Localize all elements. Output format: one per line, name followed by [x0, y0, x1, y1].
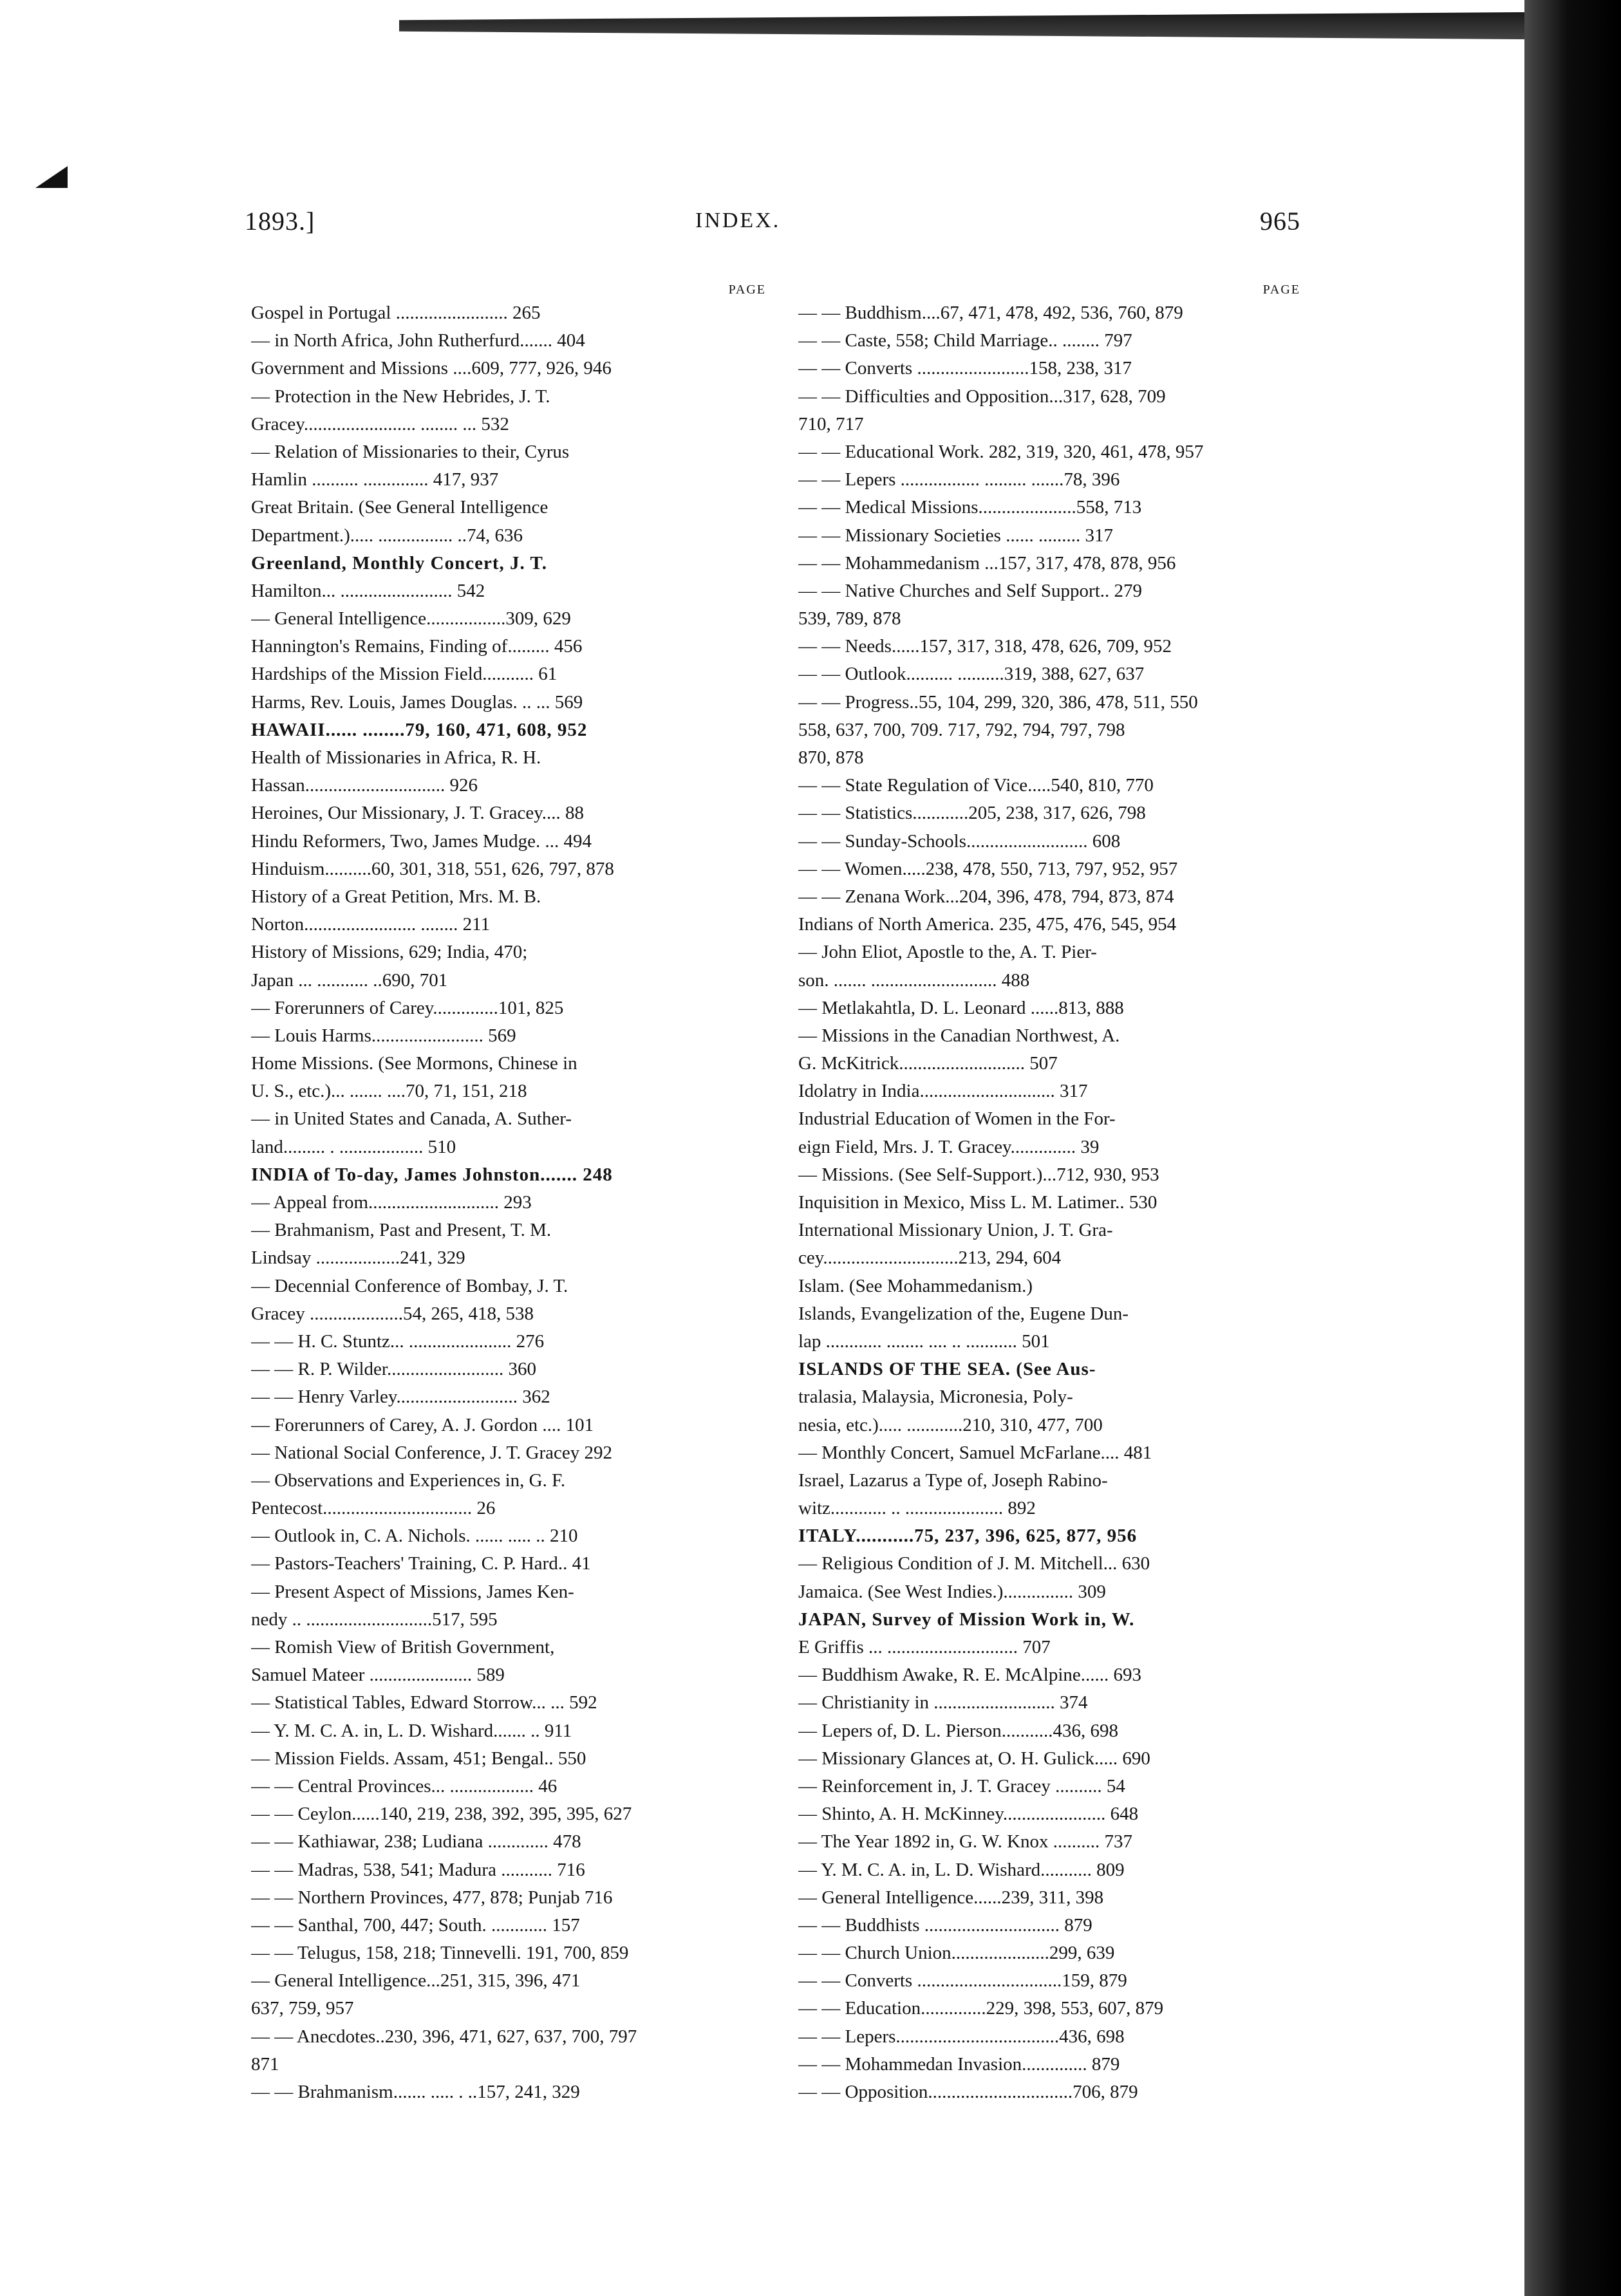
index-entry: — Louis Harms........................ 569 [251, 1025, 516, 1046]
index-entry: — Metlakahtla, D. L. Leonard ......813, 888 [798, 997, 1124, 1018]
running-head-page-number: 965 [1260, 207, 1300, 236]
index-entry: Pentecost................................ 26 [251, 1498, 496, 1519]
index-entry: — The Year 1892 in, G. W. Knox .......... 737 [798, 1831, 1133, 1853]
index-entry: — — Women.....238, 478, 550, 713, 797, 952, 957 [798, 858, 1178, 879]
index-entry: Jamaica. (See West Indies.)............... 309 [798, 1581, 1106, 1602]
index-entry: — — Education..............229, 398, 553, 607, 879 [798, 1998, 1164, 2019]
index-entry: tralasia, Malaysia, Micronesia, Poly- [798, 1386, 1073, 1408]
scan-shadow-right [1524, 0, 1621, 2296]
index-entry: — — Kathiawar, 238; Ludiana ............. 478 [251, 1831, 581, 1853]
index-entry: — — H. C. Stuntz... ...................... 276 [251, 1330, 545, 1352]
index-entry: Hinduism..........60, 301, 318, 551, 626, 797, 878 [251, 858, 614, 879]
index-entry: — — Madras, 538, 541; Madura ........... 716 [251, 1859, 585, 1880]
index-entry: 871 [251, 2053, 279, 2075]
index-entry: — — Ceylon......140, 219, 238, 392, 395, 395, 627 [251, 1804, 632, 1825]
index-entry: Indians of North America. 235, 475, 476, 545, 954 [798, 914, 1177, 935]
index-entry: Hamlin .......... .............. 417, 937 [251, 469, 499, 490]
index-entry: U. S., etc.)... ....... ....70, 71, 151, 218 [251, 1081, 527, 1102]
index-entry: E Griffis ... ............................ 707 [798, 1637, 1051, 1657]
index-entry: — — Caste, 558; Child Marriage.. ........ 797 [798, 330, 1132, 351]
index-entry: — Decennial Conference of Bombay, J. T. [251, 1275, 568, 1296]
index-entry: — — State Regulation of Vice.....540, 810, 770 [798, 775, 1154, 796]
index-entry: Inquisition in Mexico, Miss L. M. Latimer.. 530 [798, 1192, 1157, 1213]
index-entry: — Christianity in .......................... 374 [798, 1692, 1088, 1713]
index-entry: — — Difficulties and Opposition...317, 628, 709 [798, 386, 1166, 407]
index-entry: witz............ .. ..................... 892 [798, 1498, 1036, 1519]
index-entry: Gracey........................ ........ ... 532 [251, 413, 509, 434]
index-entry: — — Zenana Work...204, 396, 478, 794, 873, 874 [798, 886, 1174, 907]
index-entry: — — Outlook.......... ..........319, 388, 627, 637 [798, 664, 1145, 685]
index-entry: — — Brahmanism....... ..... . ..157, 241, 329 [251, 2082, 580, 2102]
index-entry: — Statistical Tables, Edward Storrow... ... 592 [251, 1692, 597, 1713]
index-entry: Norton........................ ........ 211 [251, 914, 491, 935]
index-entry: Israel, Lazarus a Type of, Joseph Rabino- [798, 1470, 1108, 1491]
index-entry: International Missionary Union, J. T. Gra- [798, 1220, 1113, 1241]
index-entry: History of a Great Petition, Mrs. M. B. [251, 886, 541, 907]
index-entry: — — Northern Provinces, 477, 878; Punjab 716 [251, 1887, 613, 1908]
index-entry: ITALY...........75, 237, 396, 625, 877, 956 [798, 1526, 1138, 1547]
running-head [245, 206, 1300, 245]
index-entry: — in United States and Canada, A. Suther- [251, 1108, 572, 1130]
index-entry: JAPAN, Survey of Mission Work in, W. [798, 1609, 1135, 1630]
index-entry: Gracey ....................54, 265, 418, 538 [251, 1303, 534, 1324]
index-entry: — — Telugus, 158, 218; Tinnevelli. 191, 700, 859 [251, 1943, 629, 1964]
index-entry: — Romish View of British Government, [251, 1637, 555, 1657]
index-entry: — John Eliot, Apostle to the, A. T. Pier- [798, 942, 1097, 963]
index-entry: 870, 878 [798, 747, 864, 768]
index-entry: — Forerunners of Carey..............101, 825 [251, 997, 564, 1018]
right-column-page-label: PAGE [1262, 283, 1300, 297]
index-entry: History of Missions, 629; India, 470; [251, 942, 528, 963]
index-entry: 637, 759, 957 [251, 1998, 354, 2019]
index-entry: — — Henry Varley.......................... 362 [251, 1386, 550, 1408]
index-entry: Hamilton... ........................ 542 [251, 580, 485, 601]
running-head-title: INDEX. [695, 209, 781, 232]
running-head-year: 1893.] [245, 207, 315, 236]
index-entry: Gospel in Portugal ........................ 265 [251, 303, 541, 323]
index-entry: — Protection in the New Hebrides, J. T. [251, 386, 550, 407]
index-entry: — Mission Fields. Assam, 451; Bengal.. 550 [251, 1748, 586, 1769]
index-entry: — — Educational Work. 282, 319, 320, 461, 478, 957 [798, 441, 1204, 462]
index-entry: — — Buddhism....67, 471, 478, 492, 536, 760, 879 [798, 303, 1183, 323]
index-entry: Hassan.............................. 926 [251, 775, 478, 796]
index-entry: HAWAII...... ........79, 160, 471, 608, 952 [251, 719, 588, 740]
index-entry: Government and Missions ....609, 777, 926, 946 [251, 358, 612, 379]
index-entry: — — Sunday-Schools.......................... 608 [798, 830, 1121, 852]
index-entry: Japan ... ........... ..690, 701 [251, 969, 448, 991]
index-entry: — Lepers of, D. L. Pierson...........436, 698 [798, 1720, 1118, 1741]
index-entry: Industrial Education of Women in the For- [798, 1108, 1116, 1130]
index-entry: — — Church Union.....................299, 639 [798, 1943, 1115, 1964]
index-entry: — Observations and Experiences in, G. F. [251, 1470, 566, 1491]
index-entry: — Reinforcement in, J. T. Gracey .......... 54 [798, 1775, 1125, 1797]
index-entry: Hindu Reformers, Two, James Mudge. ... 494 [251, 830, 592, 852]
index-entry: Harms, Rev. Louis, James Douglas. .. ... 569 [251, 691, 583, 713]
index-entry: Great Britain. (See General Intelligence [251, 497, 548, 518]
index-entry: Department.)..... ................ ..74, 636 [251, 525, 523, 546]
index-entry: — — R. P. Wilder......................... 360 [251, 1359, 536, 1380]
index-entry: — — Central Provinces... .................. 46 [251, 1775, 558, 1797]
index-entry: Home Missions. (See Mormons, Chinese in [251, 1053, 577, 1074]
index-entry: Lindsay ..................241, 329 [251, 1247, 465, 1269]
index-entry: — — Native Churches and Self Support.. 279 [798, 580, 1143, 601]
left-index-column [251, 280, 766, 2106]
index-entry: — General Intelligence...251, 315, 396, 471 [251, 1970, 581, 1992]
index-entry: — Appeal from............................ 293 [251, 1192, 532, 1213]
index-entry: — — Buddhists ............................. 879 [798, 1914, 1092, 1936]
index-entry: Samuel Mateer ...................... 589 [251, 1665, 505, 1686]
index-entry: cey.............................213, 294, 604 [798, 1247, 1062, 1269]
index-entry: — — Santhal, 700, 447; South. ............ 157 [251, 1914, 580, 1936]
index-entry: — in North Africa, John Rutherfurd....... 404 [251, 330, 585, 351]
scan-shadow-top [399, 12, 1609, 40]
index-entry: 710, 717 [798, 413, 864, 434]
index-entry: ISLANDS OF THE SEA. (See Aus- [798, 1359, 1096, 1380]
index-entry: Hardships of the Mission Field........... 61 [251, 664, 558, 685]
index-entry: — — Lepers ................. ......... .......78, 396 [798, 469, 1120, 490]
index-entry: — Y. M. C. A. in, L. D. Wishard....... .. 911 [251, 1720, 572, 1741]
index-entry: Idolatry in India............................. 317 [798, 1081, 1088, 1102]
index-entry: Islam. (See Mohammedanism.) [798, 1275, 1033, 1296]
index-entry: Health of Missionaries in Africa, R. H. [251, 747, 541, 768]
index-entry: — — Missionary Societies ...... ......... 317 [798, 525, 1113, 546]
index-entry: land......... . .................. 510 [251, 1136, 456, 1157]
index-entry: — — Medical Missions.....................558, 713 [798, 497, 1142, 518]
index-entry: — — Mohammedanism ...157, 317, 478, 878, 956 [798, 552, 1176, 574]
index-entry: — General Intelligence.................309, 629 [251, 608, 571, 630]
index-entry: Greenland, Monthly Concert, J. T. [251, 552, 547, 574]
index-entry: son. ....... ........................... 488 [798, 969, 1030, 991]
index-entry: — Pastors-Teachers' Training, C. P. Hard.. 41 [251, 1553, 591, 1574]
index-entry: — Buddhism Awake, R. E. McAlpine...... 693 [798, 1665, 1142, 1686]
index-entry: — — Needs......157, 317, 318, 478, 626, 709, 952 [798, 636, 1172, 657]
index-entry: — — Opposition...............................706, 879 [798, 2082, 1138, 2102]
index-entry: 539, 789, 878 [798, 608, 901, 630]
index-entry: — — Anecdotes..230, 396, 471, 627, 637, 700, 797 [251, 2026, 637, 2047]
index-entry: — Shinto, A. H. McKinney...................... 648 [798, 1804, 1139, 1825]
index-entry: — — Converts ........................158, 238, 317 [798, 358, 1132, 379]
index-entry: — Religious Condition of J. M. Mitchell... 630 [798, 1553, 1150, 1574]
index-entry: G. McKitrick........................... 507 [798, 1053, 1058, 1074]
index-entry: eign Field, Mrs. J. T. Gracey.............. 39 [798, 1136, 1100, 1157]
index-entry: — Forerunners of Carey, A. J. Gordon .... 101 [251, 1414, 594, 1435]
right-index-column [798, 280, 1300, 2106]
index-entry: — — Statistics............205, 238, 317, 626, 798 [798, 803, 1146, 824]
index-entry: — Missions. (See Self-Support.)...712, 930, 953 [798, 1164, 1159, 1185]
index-entry: Islands, Evangelization of the, Eugene Dun- [798, 1303, 1129, 1324]
index-entry: — Relation of Missionaries to their, Cyrus [251, 441, 570, 462]
index-entry: Heroines, Our Missionary, J. T. Gracey.... 88 [251, 803, 585, 824]
scan-corner-mark [35, 166, 68, 188]
index-entry: nedy .. ...........................517, 595 [251, 1609, 498, 1630]
index-entry: 558, 637, 700, 709. 717, 792, 794, 797, 798 [798, 719, 1125, 740]
index-entry: — Outlook in, C. A. Nichols. ...... ..... .. 210 [251, 1526, 578, 1547]
index-entry: — National Social Conference, J. T. Gracey 292 [251, 1442, 613, 1463]
index-entry: — — Mohammedan Invasion.............. 879 [798, 2053, 1120, 2075]
index-entry: — — Converts ...............................159, 879 [798, 1970, 1127, 1992]
index-entry: — — Progress..55, 104, 299, 320, 386, 478, 511, 550 [798, 691, 1198, 713]
index-entry: — — Lepers...................................436, 698 [798, 2026, 1125, 2047]
index-entry: Hannington's Remains, Finding of......... 456 [251, 636, 583, 657]
index-entry: — Present Aspect of Missions, James Ken- [251, 1581, 574, 1602]
index-entry: — Missions in the Canadian Northwest, A. [798, 1025, 1120, 1046]
index-entry: — Y. M. C. A. in, L. D. Wishard........... 809 [798, 1859, 1125, 1880]
index-entry: — Brahmanism, Past and Present, T. M. [251, 1220, 552, 1241]
index-entry: lap ............ ........ .... .. ........... 501 [798, 1330, 1050, 1352]
index-entry: nesia, etc.)..... ............210, 310, 477, 700 [798, 1414, 1103, 1435]
index-entry: INDIA of To-day, James Johnston....... 248 [251, 1164, 613, 1185]
left-column-page-label: PAGE [728, 283, 766, 297]
index-entry: — Missionary Glances at, O. H. Gulick..... 690 [798, 1748, 1150, 1769]
index-entry: — Monthly Concert, Samuel McFarlane.... 481 [798, 1442, 1152, 1463]
index-entry: — General Intelligence......239, 311, 398 [798, 1887, 1104, 1908]
